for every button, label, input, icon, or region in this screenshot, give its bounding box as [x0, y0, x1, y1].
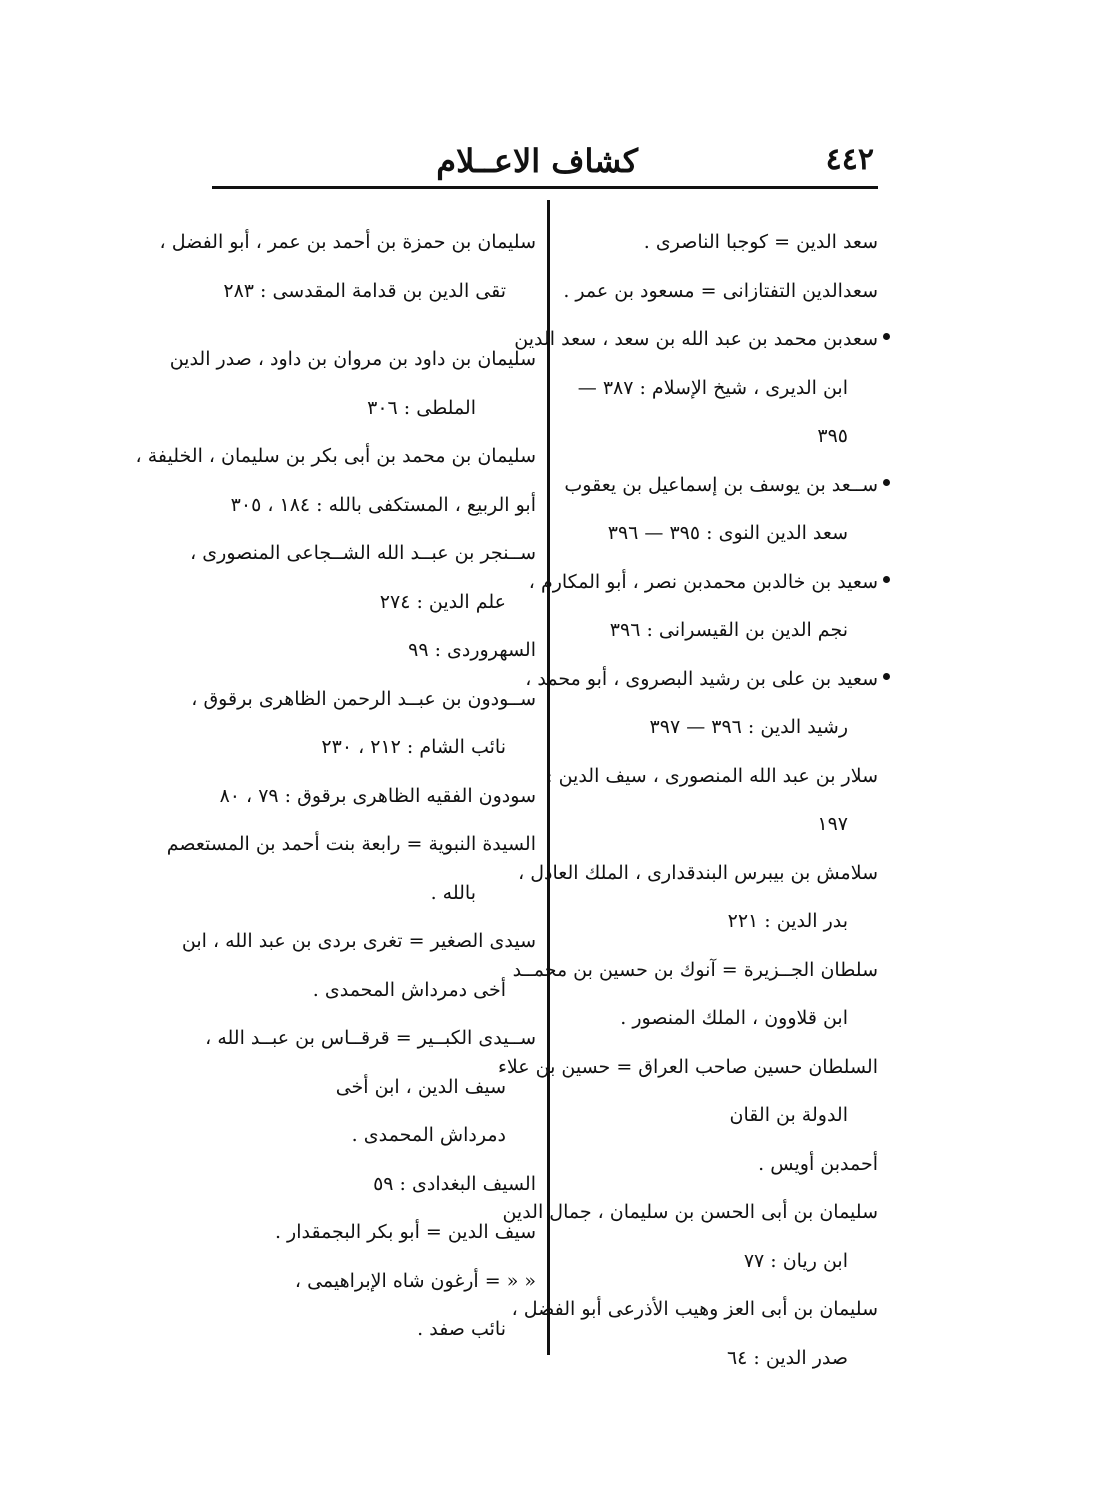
- index-entry-line: بدر الدين : ٢٢١: [727, 910, 848, 932]
- index-column-right: [497, 218, 878, 1382]
- index-entry: [560, 218, 878, 267]
- index-entry-line: رشيد الدين : ٣٩٦ — ٣٩٧: [649, 716, 848, 738]
- index-entry-line: بالله .: [430, 881, 476, 904]
- index-entry: [218, 772, 536, 821]
- index-entry-line: سيدى الصغير = تغرى بردى بن عبد الله ، ابن: [181, 930, 536, 952]
- index-entry: [205, 1014, 536, 1160]
- index-entry-line: سليمان بن حمزة بن أحمد بن عمر ، أبو الفضل ،: [159, 231, 536, 253]
- index-entry-line: « « = أرغون شاه الإبراهيمى ،: [294, 1269, 536, 1292]
- index-entry: [546, 752, 878, 849]
- index-entry-line: ســعد بن يوسف بن إسماعيل بن يعقوب: [564, 473, 878, 496]
- index-entry: [218, 1208, 536, 1257]
- index-entry-line: السيدة النبوية = رابعة بنت أحمد بن المستعصم: [166, 833, 536, 855]
- index-entry-line: ابن ريان : ٧٧: [743, 1249, 848, 1272]
- running-title: كشاف الاعــلام: [436, 142, 638, 180]
- index-entry-line: ابن قلاوون ، الملك المنصور .: [620, 1007, 848, 1029]
- index-entry: [218, 1160, 536, 1209]
- index-entry-line: ١٩٧: [817, 813, 848, 835]
- index-entry-line: أحمدبن أويس .: [758, 1152, 878, 1175]
- index-entry-line: ابن الديرى ، شيخ الإسلام : ٣٨٧ —: [577, 376, 848, 399]
- index-entry-line: سعيد بن على بن رشيد البصروى ، أبو محمد ،: [525, 667, 878, 690]
- page-number: ٤٤٢: [825, 142, 874, 177]
- index-entry: [191, 675, 536, 772]
- bullet-icon: [883, 673, 890, 680]
- index-entry-line: السهروردى : ٩٩: [408, 639, 536, 661]
- index-entry-line: الملطى : ٣٠٦: [367, 396, 476, 419]
- index-entry-line: سعدالدين التفتازانى = مسعود بن عمر .: [563, 279, 878, 302]
- index-entry-line: أخى دمرداش المحمدى .: [312, 978, 506, 1001]
- index-entry: [512, 946, 878, 1043]
- index-entry: [525, 655, 878, 752]
- header-rule: [212, 186, 878, 189]
- index-entry: [514, 315, 878, 461]
- index-entry-line: سلامش بن بيبرس البندقدارى ، الملك العادل ،: [518, 861, 878, 884]
- index-entry: [135, 432, 536, 529]
- index-entry-line: نجم الدين بن القيسرانى : ٣٩٦: [609, 619, 848, 641]
- index-entry-line: سليمان بن أبى العز وهيب الأذرعى أبو الفضل ،: [511, 1298, 878, 1320]
- index-entry-line: سلطان الجــزيرة = آنوك بن حسين بن محمــد: [512, 958, 878, 981]
- index-entry-line: سليمان بن أبى الحسن بن سليمان ، جمال الدين: [502, 1201, 878, 1223]
- index-entry: [181, 917, 536, 1014]
- index-entry: [560, 461, 878, 558]
- bullet-icon: [883, 576, 890, 583]
- index-entry: [497, 1043, 878, 1189]
- index-entry: [560, 267, 878, 316]
- index-entry: [218, 1257, 536, 1354]
- index-entry-line: ٣٩٥: [817, 425, 848, 447]
- index-entry-line: السيف البغدادى : ٥٩: [373, 1172, 536, 1195]
- index-entry-line: سعيد بن خالدبن محمدبن نصر ، أبو المكارم ،: [528, 570, 878, 593]
- index-column-left: [135, 218, 536, 1354]
- index-entry-line: سليمان بن محمد بن أبى بكر بن سليمان ، الخليفة ،: [135, 445, 536, 467]
- index-entry: [511, 1285, 878, 1382]
- index-entry: [218, 626, 536, 675]
- index-entry: [502, 1188, 878, 1285]
- index-entry-line: أبو الربيع ، المستكفى بالله : ١٨٤ ، ٣٠٥: [230, 493, 536, 516]
- index-entry-line: نائب الشام : ٢١٢ ، ٢٣٠: [321, 736, 506, 758]
- index-entry: [169, 335, 536, 432]
- index-entry: [528, 558, 878, 655]
- index-entry-line: سيف الدين = أبو بكر البجمقدار .: [274, 1221, 536, 1243]
- index-entry-line: سيف الدين ، ابن أخى: [335, 1075, 506, 1098]
- index-entry-line: سعد الدين = كوجبا الناصرى .: [643, 231, 878, 253]
- index-entry: [159, 218, 536, 315]
- index-entry-line: سعد الدين النوى : ٣٩٥ — ٣٩٦: [607, 522, 848, 544]
- index-entry-line: تقى الدين بن قدامة المقدسى : ٢٨٣: [223, 279, 506, 302]
- index-entry-line: سودون الفقيه الظاهرى برقوق : ٧٩ ، ٨٠: [219, 784, 536, 807]
- index-entry: [166, 820, 536, 917]
- index-entry-line: ســيدى الكبــير = قرقــاس بن عبــد الله ،: [205, 1027, 536, 1049]
- index-entry-line: السلطان حسين صاحب العراق = حسين بن علاء: [497, 1055, 878, 1078]
- index-entry: [518, 849, 878, 946]
- index-entry-line: علم الدين : ٢٧٤: [379, 590, 506, 613]
- index-entry-line: سعدبن محمد بن عبد الله بن سعد ، سعد الدين: [514, 328, 878, 350]
- index-entry-line: ســنجر بن عبــد الله الشــجاعى المنصورى ،: [190, 542, 536, 564]
- bullet-icon: [883, 333, 890, 340]
- index-entry-line: ســودون بن عبــد الرحمن الظاهرى برقوق ،: [191, 687, 536, 710]
- index-entry-line: دمرداش المحمدى .: [351, 1124, 506, 1146]
- page-header: [212, 138, 878, 184]
- index-entry-line: الدولة بن القان: [729, 1104, 848, 1126]
- index-entry-line: سلار بن عبد الله المنصورى ، سيف الدين :: [546, 764, 878, 787]
- index-entry-line: صدر الدين : ٦٤: [726, 1346, 848, 1369]
- index-entry: [190, 529, 536, 626]
- bullet-icon: [883, 479, 890, 486]
- index-entry-line: نائب صفد .: [417, 1318, 506, 1340]
- index-entry-line: سليمان بن داود بن مروان بن داود ، صدر الدين: [169, 348, 536, 370]
